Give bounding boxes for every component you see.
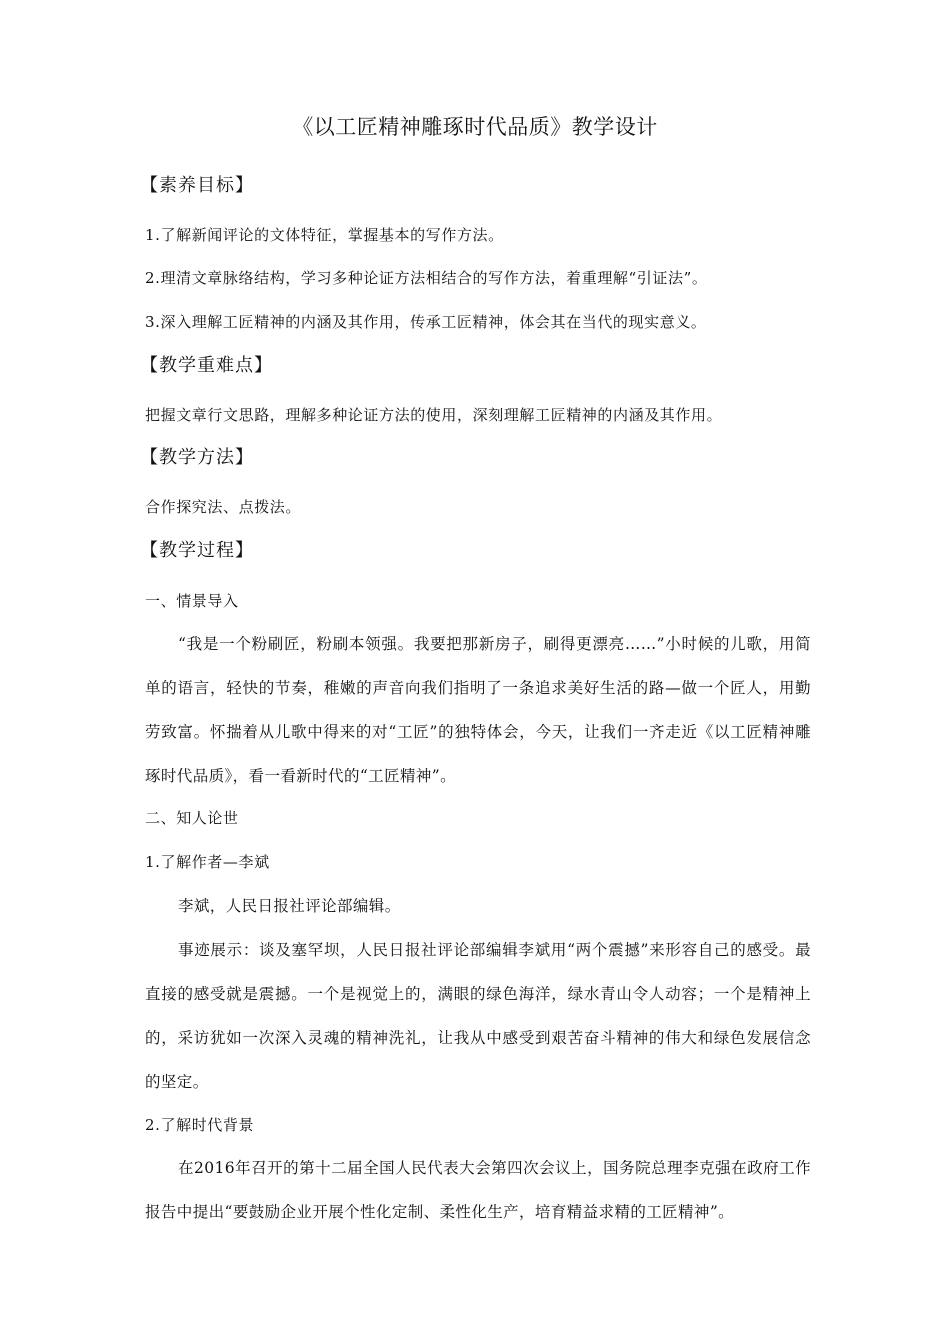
key-points-text: 把握文章行文思路，理解多种论证方法的使用，深刻理解工匠精神的内涵及其作用。 (145, 406, 723, 424)
key-points-heading: 【教学重难点】 (140, 355, 273, 376)
methods-heading: 【教学方法】 (140, 447, 254, 468)
author-story: 事迹展示：谈及塞罕坝，人民日报社评论部编辑李斌用“两个震撼”来形容自己的感受。最直接的感受就是震撼。一个是视觉上的，满眼的绿色海洋，绿水青山令人动容；一个是精神上的，采访犹如一次深入灵魂的精神洗礼，让我从中感受到艰苦奋斗精神的伟大和绿色发展信念的坚定。 (145, 941, 811, 1091)
goal-item: 2.理清文章脉络结构，学习多种论证方法相结合的写作方法，着重理解“引证法”。 (145, 269, 708, 287)
section-title: 二、知人论世 (145, 809, 239, 827)
subsection-title: 2.了解时代背景 (145, 1116, 255, 1134)
intro-paragraph: “我是一个粉刷匠，粉刷本领强。我要把那新房子，刷得更漂亮……”小时候的儿歌，用简单的语言，轻快的节奏，稚嫩的声音向我们指明了一条追求美好生活的路—做一个匠人，用勤劳致富。怀揣着从儿歌中得来的对“工匠”的独特体会，今天，让我们一齐走近《以工匠精神雕琢时代品质》，看一看新时代的“工匠精神”。 (145, 635, 811, 785)
goal-item: 1.了解新闻评论的文体特征，掌握基本的写作方法。 (145, 226, 504, 244)
author-intro: 李斌，人民日报社评论部编辑。 (178, 897, 401, 915)
document-title: 《以工匠精神雕琢时代品质》教学设计 (292, 115, 658, 139)
subsection-title: 1.了解作者—李斌 (145, 853, 270, 871)
goal-item: 3.深入理解工匠精神的内涵及其作用，传承工匠精神，体会其在当代的现实意义。 (145, 313, 707, 331)
process-heading: 【教学过程】 (140, 540, 254, 561)
methods-text: 合作探究法、点拨法。 (145, 498, 302, 516)
section-title: 一、情景导入 (145, 592, 239, 610)
goals-heading: 【素养目标】 (140, 175, 254, 196)
background-paragraph: 在2016年召开的第十二届全国人民代表大会第四次会议上，国务院总理李克强在政府工作报告中提出“要鼓励企业开展个性化定制、柔性化生产，培育精益求精的工匠精神”。 (145, 1159, 811, 1221)
